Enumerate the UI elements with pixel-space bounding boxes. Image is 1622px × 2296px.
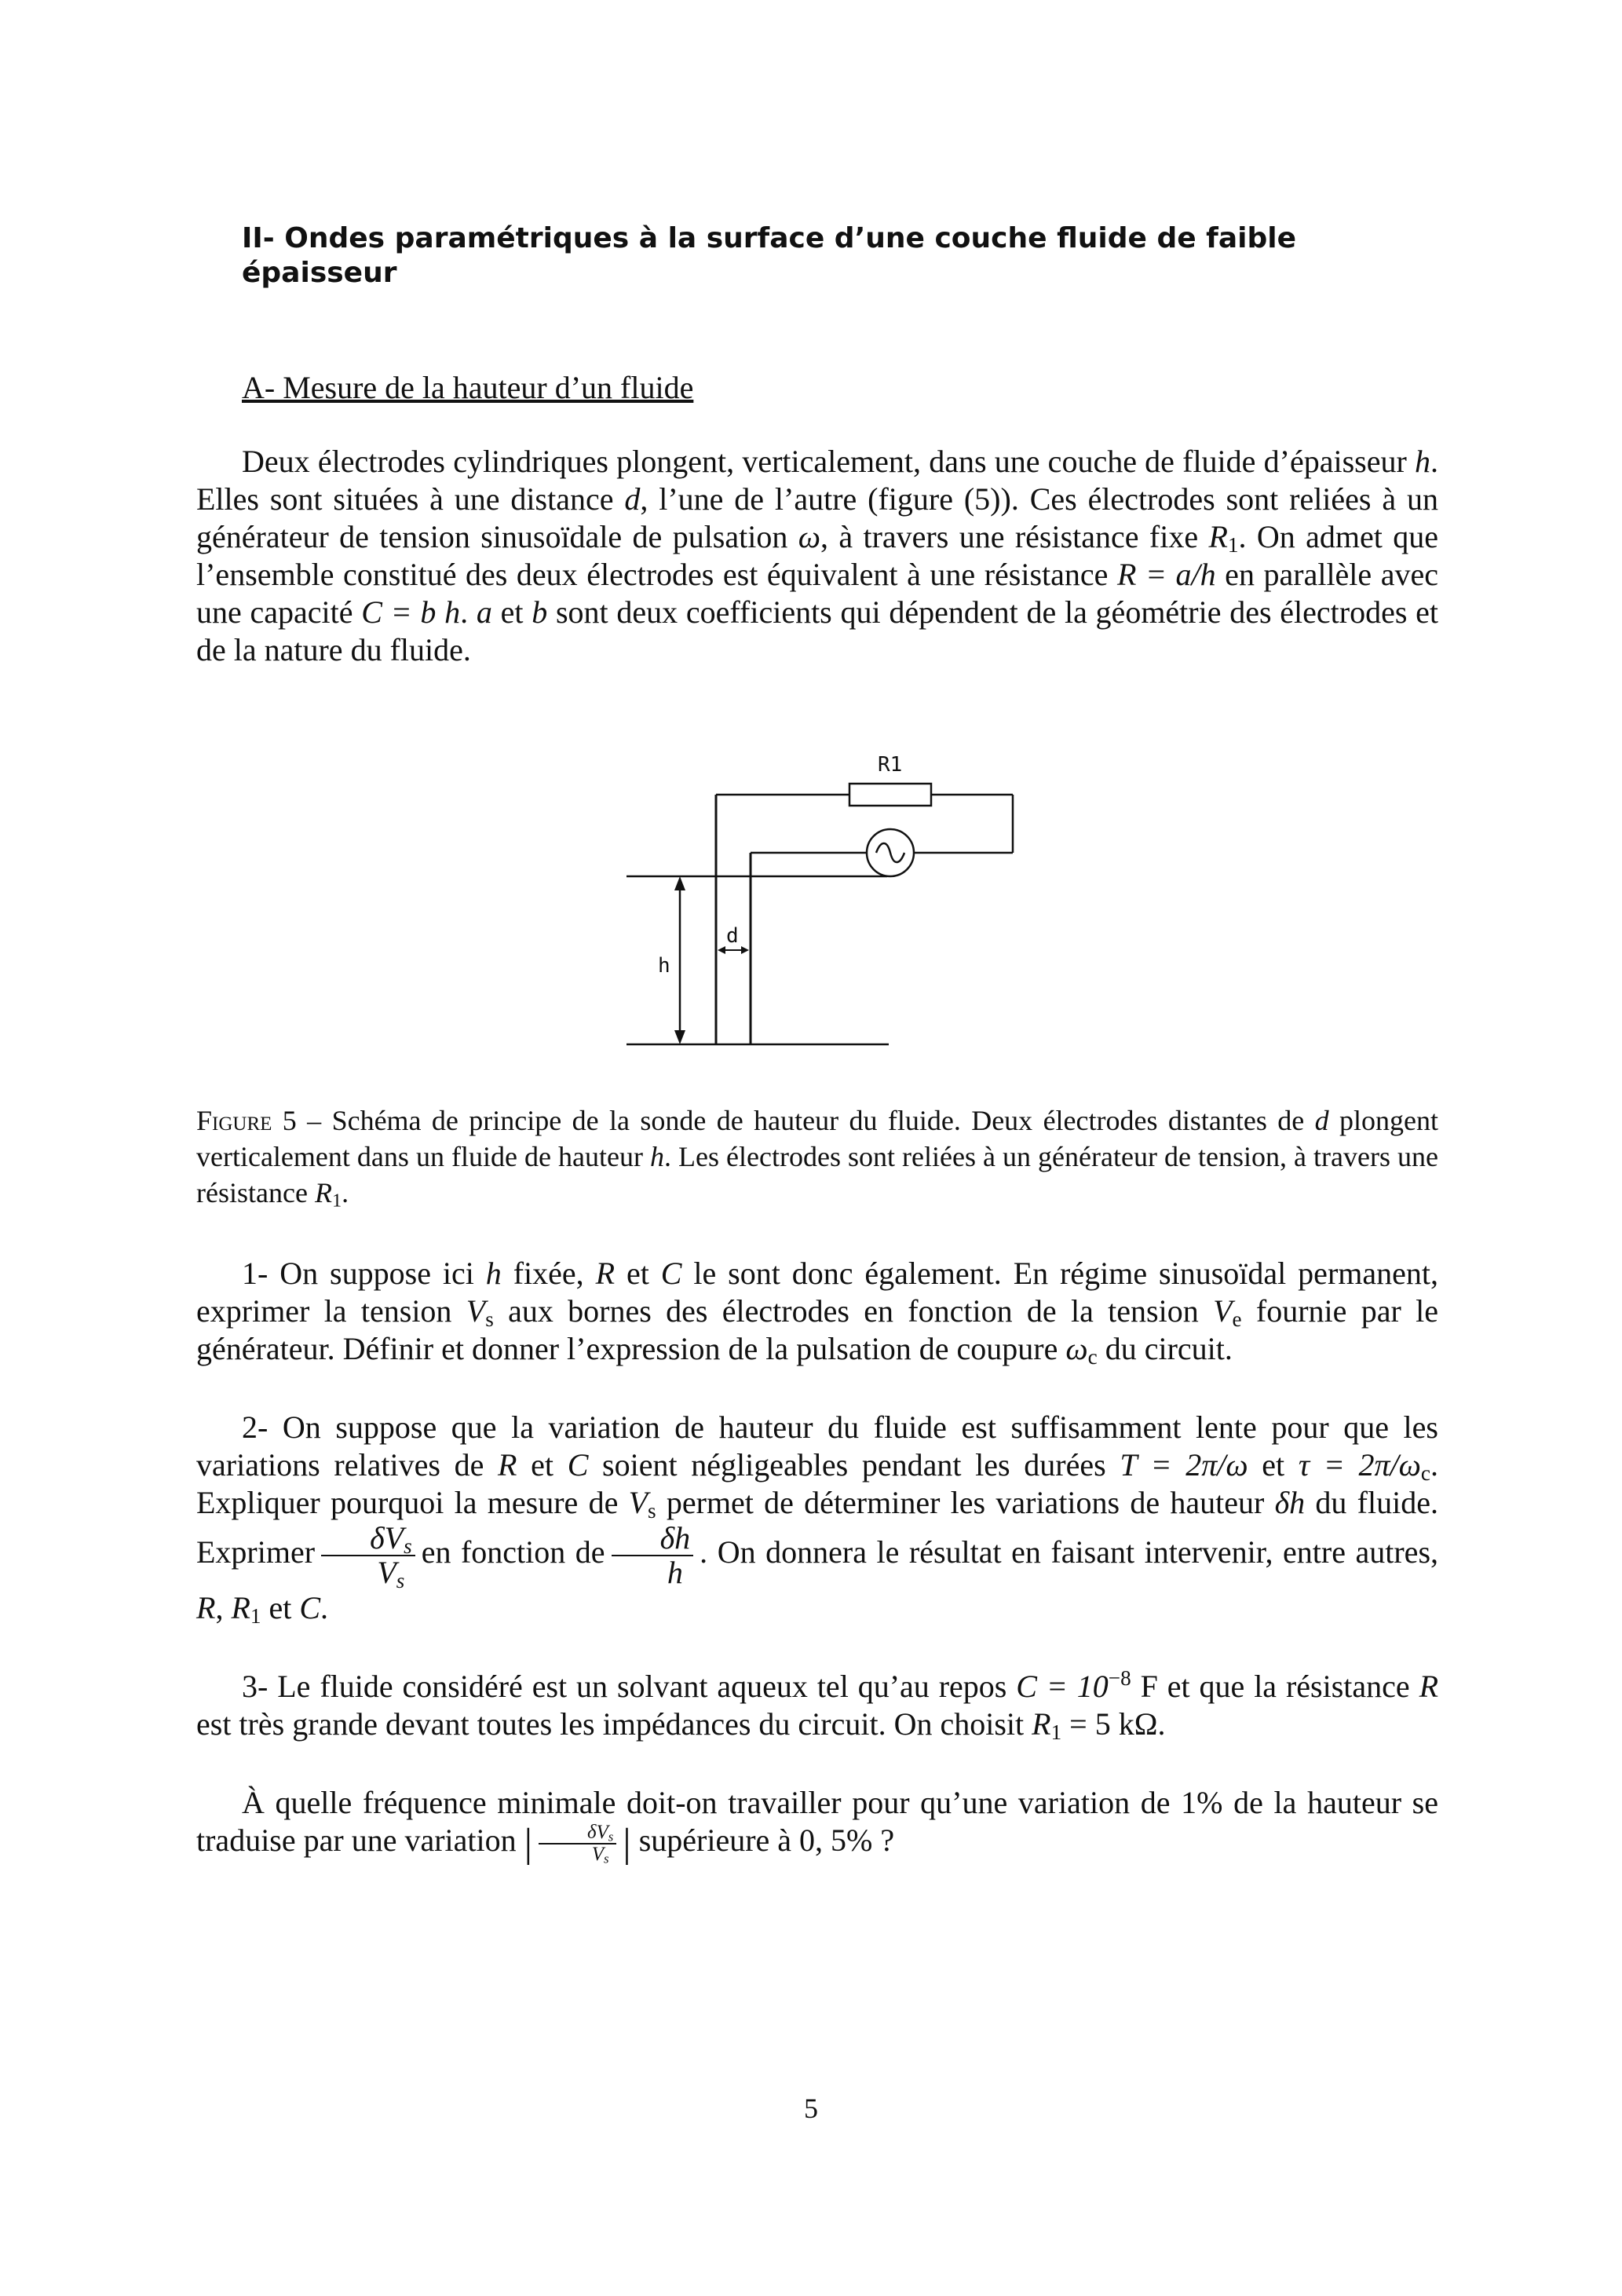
subscript: s bbox=[404, 1534, 412, 1558]
text: Schéma de principe de la sonde de hauteur du fluide. Deux électrodes distantes de bbox=[331, 1105, 1315, 1136]
question-1 bbox=[196, 1255, 1438, 1368]
text: permet de déterminer les variations de hauteur bbox=[656, 1485, 1275, 1520]
text: . bbox=[320, 1590, 329, 1625]
subscript: s bbox=[485, 1307, 494, 1331]
text: . On donnera le résultat en faisant intervenir, entre autres, bbox=[700, 1534, 1439, 1570]
text: fournie par le générateur. Définir et donner l’expression de la pulsation de coupure bbox=[196, 1293, 1438, 1366]
text: V bbox=[591, 1843, 604, 1865]
text: , bbox=[215, 1590, 232, 1625]
subscript: e bbox=[1232, 1307, 1242, 1331]
text: . Elles sont situées à une distance bbox=[196, 444, 1438, 517]
fraction-numerator: δh bbox=[612, 1522, 694, 1556]
var: R bbox=[231, 1590, 250, 1625]
exponent: −8 bbox=[1108, 1666, 1131, 1691]
text: fixée, bbox=[501, 1256, 596, 1291]
var: R bbox=[1032, 1706, 1051, 1742]
text: , l’une de l’autre (figure (5)). Ces électrodes sont reliées à un générateur de tension sinusoïdale de pulsation bbox=[196, 481, 1439, 554]
subscript: s bbox=[396, 1568, 405, 1592]
var: V bbox=[628, 1485, 648, 1520]
text: . bbox=[460, 594, 477, 630]
text: plongent verticalement dans un fluide de hauteur bbox=[196, 1105, 1438, 1172]
abs-bar-right: | bbox=[623, 1820, 631, 1866]
var: R bbox=[314, 1177, 332, 1208]
label-h: h bbox=[658, 954, 670, 978]
var: V bbox=[466, 1293, 486, 1329]
var: d bbox=[624, 481, 641, 517]
section-title: II- Ondes paramétriques à la surface d’une couche fluide de faible épaisseur bbox=[242, 222, 1296, 289]
caption-label: Figure 5 bbox=[196, 1105, 297, 1136]
text: aux bornes des électrodes en fonction de la tension bbox=[493, 1293, 1214, 1329]
text: À quelle fréquence minimale doit-on travailler pour qu’une variation de 1% de la hauteur se traduise par une variation bbox=[196, 1785, 1438, 1858]
text: . Expliquer pourquoi la mesure de bbox=[196, 1447, 1438, 1520]
text: en fonction de bbox=[421, 1534, 605, 1570]
question-3-followup bbox=[196, 1784, 1438, 1865]
text: du circuit. bbox=[1097, 1331, 1233, 1366]
text: – bbox=[296, 1105, 332, 1136]
var: R bbox=[498, 1447, 517, 1483]
var: ω bbox=[1065, 1331, 1088, 1366]
fraction-denominator bbox=[539, 1844, 616, 1865]
var: C bbox=[567, 1447, 589, 1483]
var: C bbox=[660, 1256, 682, 1291]
equation: R = a/h bbox=[1116, 557, 1216, 592]
subscript: 1 bbox=[1050, 1720, 1062, 1744]
var: R bbox=[1208, 519, 1228, 554]
value: = 5 kΩ bbox=[1061, 1706, 1158, 1742]
unit: F bbox=[1131, 1669, 1158, 1704]
arrow-down-icon bbox=[674, 1030, 685, 1044]
figure-caption bbox=[196, 1102, 1438, 1211]
var: R bbox=[595, 1256, 616, 1291]
text: Deux électrodes cylindriques plongent, verticalement, dans une couche de fluide d’épaisseur bbox=[242, 444, 1415, 479]
var: V bbox=[1213, 1293, 1233, 1329]
subsection-title: A- Mesure de la hauteur d’un fluide bbox=[242, 370, 694, 405]
text: et bbox=[615, 1256, 661, 1291]
text: 1- On suppose ici bbox=[242, 1256, 486, 1291]
text: du fluide. Exprimer bbox=[196, 1485, 1438, 1570]
var: a bbox=[476, 594, 492, 630]
text: et bbox=[491, 594, 532, 630]
fraction-denominator: h bbox=[667, 1555, 683, 1590]
var: b bbox=[532, 594, 548, 630]
subscript: 1 bbox=[1227, 532, 1239, 557]
subscript: c bbox=[1420, 1461, 1430, 1485]
subscript: s bbox=[603, 1851, 609, 1866]
fraction-numerator bbox=[539, 1823, 616, 1844]
text: supérieure à 0, 5% ? bbox=[630, 1823, 895, 1858]
equation: C = 10 bbox=[1016, 1669, 1109, 1704]
text: en parallèle avec une capacité bbox=[196, 557, 1438, 630]
question-3 bbox=[196, 1668, 1438, 1743]
fraction-dvs-vs bbox=[321, 1520, 415, 1592]
question-2 bbox=[196, 1409, 1438, 1627]
subscript: 1 bbox=[331, 1190, 342, 1212]
var: d bbox=[1314, 1105, 1329, 1136]
arrow-right-icon bbox=[741, 946, 749, 954]
figure-5 bbox=[196, 699, 1438, 1076]
subscript: s bbox=[648, 1498, 656, 1523]
var: h bbox=[1415, 444, 1430, 479]
text: δV bbox=[587, 1821, 608, 1843]
abs-bar-left: | bbox=[524, 1820, 533, 1866]
fraction-dvs-vs-small bbox=[539, 1823, 616, 1865]
subscript: c bbox=[1087, 1344, 1098, 1369]
text: . bbox=[1157, 1706, 1166, 1742]
arrow-up-icon bbox=[674, 876, 685, 890]
text: et que la résistance bbox=[1157, 1669, 1419, 1704]
intro-paragraph bbox=[196, 443, 1438, 669]
subscript: s bbox=[608, 1829, 614, 1844]
fraction-numerator bbox=[321, 1522, 415, 1556]
text: , à travers une résistance fixe bbox=[820, 519, 1209, 554]
label-r1: R1 bbox=[878, 753, 903, 777]
text: . bbox=[342, 1177, 349, 1208]
text: V bbox=[377, 1555, 396, 1590]
var: h bbox=[649, 1141, 664, 1172]
var: h bbox=[485, 1256, 502, 1291]
var: ω bbox=[798, 519, 820, 554]
text: est très grande devant toutes les impédances du circuit. On choisit bbox=[196, 1706, 1032, 1742]
equation: τ = 2π/ω bbox=[1298, 1447, 1421, 1483]
text: 3- Le fluide considéré est un solvant aqueux tel qu’au repos bbox=[242, 1669, 1017, 1704]
circuit-diagram bbox=[196, 699, 1438, 1076]
fraction-denominator bbox=[321, 1555, 415, 1592]
page-body bbox=[196, 221, 1438, 1906]
text: sont deux coefficients qui dépendent de la géométrie des électrodes et de la nature du fluide. bbox=[196, 594, 1439, 667]
text: . On admet que l’ensemble constitué des deux électrodes est équivalent à une résistance bbox=[196, 519, 1439, 592]
text: . Les électrodes sont reliées à un générateur de tension, à travers une résistance bbox=[196, 1141, 1438, 1208]
equation: C = b h bbox=[361, 594, 461, 630]
page-number: 5 bbox=[804, 2093, 818, 2124]
subscript: 1 bbox=[250, 1603, 261, 1628]
var: R bbox=[1419, 1669, 1439, 1704]
text: et bbox=[1248, 1447, 1299, 1483]
text: et bbox=[517, 1447, 568, 1483]
var: δh bbox=[1274, 1485, 1306, 1520]
fraction-dh-h bbox=[612, 1522, 694, 1589]
text: soient négligeables pendant les durées bbox=[588, 1447, 1120, 1483]
text: δV bbox=[370, 1520, 404, 1556]
var: C bbox=[299, 1590, 321, 1625]
resistor-r1 bbox=[849, 784, 931, 806]
text: le sont donc également. En régime sinusoïdal permanent, exprimer la tension bbox=[196, 1256, 1438, 1329]
arrow-left-icon bbox=[718, 946, 725, 954]
text: et bbox=[261, 1590, 300, 1625]
var: R bbox=[196, 1590, 216, 1625]
text: 2- On suppose que la variation de hauteur du fluide est suffisamment lente pour que les variations relatives de bbox=[196, 1409, 1438, 1483]
label-d: d bbox=[726, 924, 739, 948]
equation: T = 2π/ω bbox=[1120, 1447, 1248, 1483]
